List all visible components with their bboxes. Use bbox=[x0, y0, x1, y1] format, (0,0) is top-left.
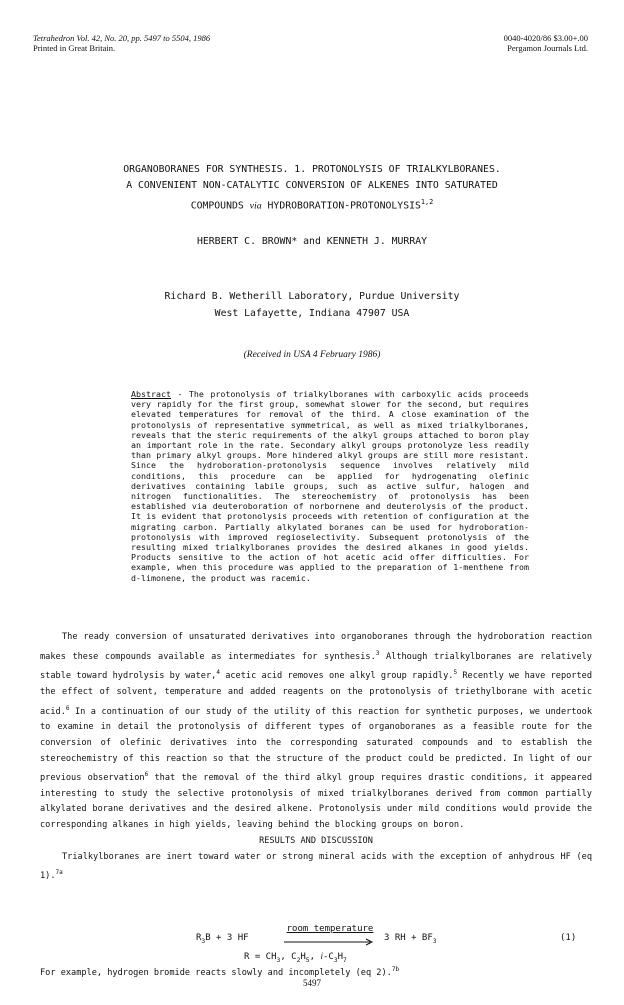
equation-rhs: 3 RH + $BF_3$ bbox=[384, 933, 437, 945]
printed-in: Printed in Great Britain. bbox=[33, 43, 116, 53]
paper-title bbox=[0, 162, 624, 214]
affiliation bbox=[0, 288, 624, 322]
journal-header bbox=[33, 33, 210, 53]
title-line-1: ORGANOBORANES FOR SYNTHESIS. 1. PROTONOLYSIS OF TRIALKYLBORANES. bbox=[123, 164, 501, 175]
title-line-3: COMPOUNDS via HYDROBORATION-PROTONOLYSIS$^{1,2}$ bbox=[190, 198, 434, 212]
authors: HERBERT C. BROWN* and KENNETH J. MURRAY bbox=[196, 236, 428, 247]
results-paragraph: Trialkylboranes are inert toward water or strong mineral acids with the exception of anhydrous HF (eq 1).$^{7a}$ bbox=[40, 851, 592, 882]
abstract-text: - The protonolysis of trialkylboranes with carboxylic acids proceeds very rapidly for the first group, somewhat slower for the second, but requires elevated temperatures for removal of the third. A close examination of the protonolysis of representative symmetrical, as well as mixed trialkylboranes, reveals that the steric requirements of the alkyl groups attached to boron play an important role in the rate. Secondary alkyl groups protonolyze less readily than primary alkyl groups. More hindered alkyl groups are still more resistant. Since the hydroboration-protonolysis sequence involves relatively mild conditions, this procedure can be applied for hydrogenating olefinic derivatives containing labile groups, such as active sulfur, halogen and nitrogen functionalities. The stereochemistry of protonolysis has been established via deuteroboration of norbornene and deuterolysis of the product. It is evident that protonolysis proceeds with retention of configuration at the migrating carbon. Partially alkylated boranes can be used for hydroboration-protonolysis with improved regioselectivity. Subsequent protonolysis of the resulting mixed trialkylboranes provides the desired alkanes in good yields. Products sensitive to the action of hot acetic acid offer difficulties. For example, when this procedure was applied to the preparation of 1-menthene from d-limonene, the product was racemic. bbox=[131, 389, 529, 583]
equation-arrow bbox=[284, 938, 376, 948]
section-heading: RESULTS AND DISCUSSION bbox=[259, 835, 373, 846]
closing-sentence: For example, hydrogen bromide reacts slowly and incompletely (eq 2).$^{7b}$ bbox=[40, 966, 400, 978]
abstract bbox=[131, 389, 529, 583]
price-code: 0040-4020/86 $3.00+.00 bbox=[503, 33, 588, 43]
equation-number: (1) bbox=[560, 933, 577, 943]
equation-r-definition: $R = CH_3$, $C_2H_5$, $i-C_3H_7$ bbox=[244, 951, 347, 964]
title-line-2: A CONVENIENT NON-CATALYTIC CONVERSION OF ALKENES INTO SATURATED bbox=[126, 180, 498, 191]
received-date: (Received in USA 4 February 1986) bbox=[243, 350, 381, 360]
equation-lhs: $R_3B + 3$ HF bbox=[196, 933, 249, 945]
publisher-header bbox=[504, 33, 588, 53]
abstract-label: Abstract bbox=[131, 389, 171, 399]
equation-condition: room temperature bbox=[286, 924, 374, 934]
affiliation-line-2: West Lafayette, Indiana 47907 USA bbox=[214, 308, 410, 319]
intro-paragraph: The ready conversion of unsaturated derivatives into organoboranes through the hydroboration reaction makes these compounds available as intermediates for synthesis.$^3$ Although trialkylboranes are relatively stable toward hydrolysis by water,$^4$ acetic acid removes one alkyl group rapidly.$^5$ Recently we have reported the effect of solvent, temperature and added reagents on the protonolysis of triethylborane with acetic acid.$^6$ In a continuation of our study of the utility of this reaction for synthetic purposes, we undertook to examine in detail the protonolysis of different types of organoboranes as a feasible route for the conversion of olefinic derivatives into the corresponding saturated compounds and to establish the stereochemistry of this reaction so that the structure of the product could be predicted. In light of our previous observation$^6$ that the removal of the third alkyl group requires drastic conditions, it appeared interesting to study the selective protonolysis of mixed trialkylboranes derived from common partially alkylated borane derivatives and the desired alkene. Protonolysis under mild conditions would provide the corresponding alkanes in high yields, leaving behind the blocking groups on boron. bbox=[40, 632, 592, 831]
page-number: 5497 bbox=[303, 978, 321, 988]
body-text bbox=[40, 630, 592, 885]
publisher: Pergamon Journals Ltd. bbox=[507, 43, 588, 53]
affiliation-line-1: Richard B. Wetherill Laboratory, Purdue University bbox=[164, 291, 460, 302]
journal-citation: Tetrahedron Vol. 42, No. 20, pp. 5497 to 5504, 1986 bbox=[33, 33, 211, 43]
